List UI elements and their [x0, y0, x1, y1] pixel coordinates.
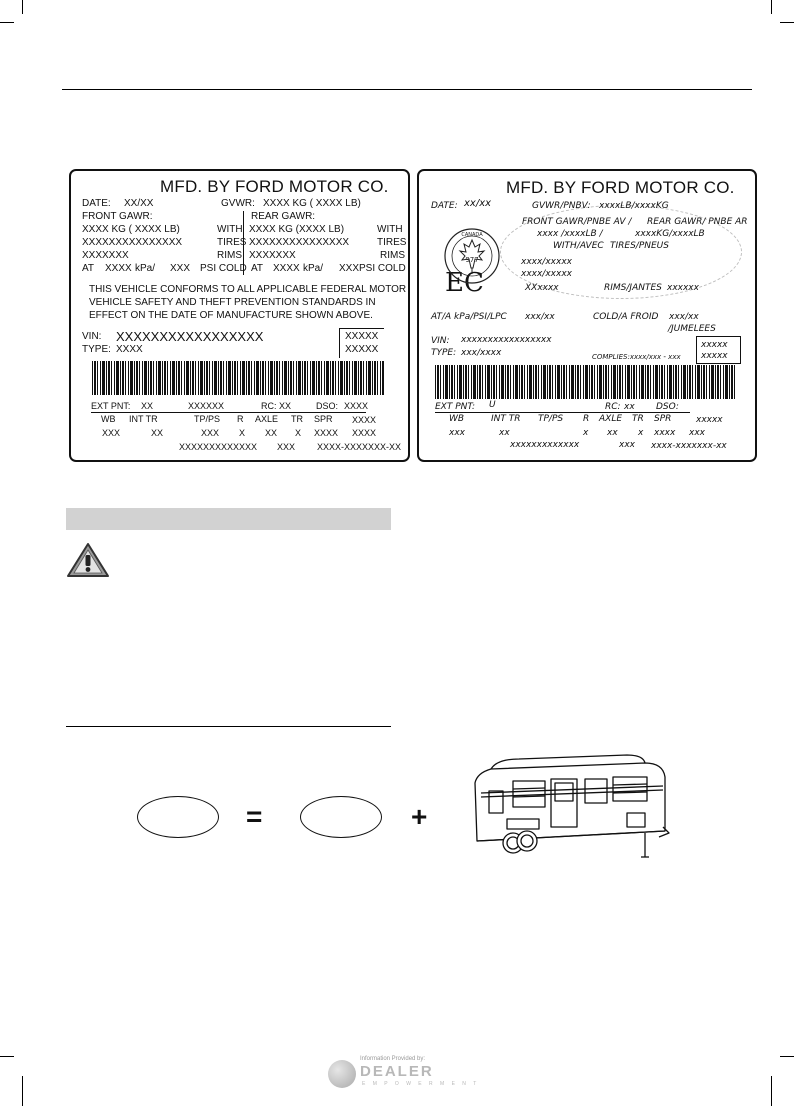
globe-icon: [328, 1060, 356, 1088]
code-box-1: XXXXX: [345, 331, 379, 342]
ext-pnt-value: U: [489, 400, 496, 410]
type-value: xxx/xxxx: [461, 348, 502, 358]
val-wb: xxx: [449, 428, 465, 438]
val-tr: x: [638, 428, 644, 438]
section-divider: [66, 726, 391, 727]
col-r: R: [237, 414, 244, 424]
front-psi-unit: PSI COLD: [200, 263, 247, 274]
bottom-code-3: xxxx-xxxxxxx-xx: [651, 441, 727, 451]
front-rim-code: XXXXXXX: [82, 250, 129, 261]
val-tp-ps: XXX: [201, 428, 220, 438]
val-r: x: [583, 428, 589, 438]
vin-value: xxxxxxxxxxxxxxxxx: [461, 335, 552, 345]
rear-gawr-label: REAR GAWR/ PNBE AR: [647, 217, 748, 227]
col-spr: SPR: [654, 414, 672, 424]
val-r: X: [239, 428, 246, 438]
crop-mark: [771, 1076, 772, 1106]
rear-rims: RIMS: [380, 250, 405, 261]
crop-mark: [0, 22, 14, 23]
rear-kpa-unit: kPa/: [303, 263, 324, 274]
ec-mark: EC: [445, 268, 484, 298]
rear-tire-code: XXXXXXXXXXXXXXX: [249, 237, 350, 248]
tire-size-2: xxxx/xxxxx: [521, 269, 572, 279]
val-spr: XXXX: [314, 428, 339, 438]
barcode: [435, 365, 735, 399]
label-title: MFD. BY FORD MOTOR CO.: [160, 177, 389, 196]
type-value: XXXX: [116, 344, 143, 355]
dealer-empowerment-watermark: [326, 1056, 480, 1096]
conformity-line-2: VEHICLE SAFETY AND THEFT PREVENTION STANDARDS IN: [89, 297, 376, 308]
col-int-tr: INT TR: [129, 414, 158, 424]
col-spr: SPR: [314, 414, 333, 424]
vin-value: XXXXXXXXXXXXXXXXX: [116, 329, 264, 344]
code-box-2: XXXXX: [345, 344, 379, 355]
crop-mark: [22, 0, 23, 14]
crop-mark: [771, 0, 772, 14]
crop-mark: [0, 1056, 14, 1057]
val-spr: xxxx: [654, 428, 676, 438]
with-avec: WITH/AVEC: [553, 241, 604, 251]
front-kpa: XXXX: [105, 263, 132, 274]
ext-pnt-value: XX: [141, 401, 154, 411]
val-int-tr: xx: [499, 428, 510, 438]
gvwr-value: XXXX KG ( XXXX LB): [263, 198, 361, 209]
date-value: xx/xx: [464, 198, 492, 209]
rc-label: RC:: [261, 401, 277, 411]
col-r: R: [583, 414, 590, 424]
code-box-line: [339, 328, 340, 358]
weight-oval-right: [300, 796, 382, 838]
jumelees: /JUMELEES: [668, 324, 716, 334]
conformity-line-1: THIS VEHICLE CONFORMS TO ALL APPLICABLE FEDERAL MOTOR: [89, 284, 407, 295]
warning-triangle-icon: [66, 542, 110, 578]
label-title: MFD. BY FORD MOTOR CO.: [506, 178, 735, 197]
ext-pnt-label: EXT PNT:: [91, 401, 131, 411]
front-gawr-label: FRONT GAWR/PNBE AV /: [522, 217, 632, 227]
watermark-provided-text: Information Provided by:: [360, 1056, 426, 1062]
col-tp-ps: TP/PS: [538, 414, 564, 424]
seal-number: 977: [465, 256, 479, 264]
ext-pnt-label: EXT PNT:: [435, 402, 476, 412]
col-wb: WB: [449, 414, 465, 424]
col-extra: xxxxx: [696, 415, 723, 425]
date-label: DATE:: [431, 201, 458, 211]
val-axle: xx: [607, 428, 618, 438]
pressure-value: xxx/xx: [525, 312, 555, 322]
val-extra: xxx: [689, 428, 705, 438]
front-rims: RIMS: [217, 250, 242, 261]
code-box-2: xxxxx: [701, 351, 728, 361]
rear-at: AT: [251, 263, 264, 274]
dso-label: DSO:: [656, 402, 679, 412]
seal-top-text: CANADA: [461, 232, 483, 238]
canada-compliance-seal-icon: [433, 222, 511, 290]
rear-tires: TIRES: [377, 237, 407, 248]
bottom-code-1: xxxxxxxxxxxxx: [510, 440, 580, 450]
col-extra: XXXX: [352, 415, 377, 425]
crop-mark: [780, 1056, 794, 1057]
rear-kpa: XXXX: [273, 263, 300, 274]
pressure-label: AT/A kPa/PSI/LPC: [431, 312, 507, 322]
col-axle: AXLE: [599, 414, 623, 424]
tire-size-1: xxxx/xxxxx: [521, 257, 572, 267]
rc-value: xx: [624, 402, 635, 412]
rims-value: xxxxxx: [667, 283, 699, 293]
val-wb: XXX: [102, 428, 121, 438]
rear-gawr-value: XXXX KG (XXXX LB): [249, 224, 345, 235]
ext-code: XXXXXX: [188, 401, 225, 411]
weight-oval-left: [137, 796, 219, 838]
front-psi: XXX: [170, 263, 191, 274]
header-rule: [62, 89, 752, 90]
rear-gawr-label: REAR GAWR:: [251, 211, 316, 222]
bottom-code-2: xxx: [619, 440, 635, 450]
dso-value: XXXX: [344, 401, 369, 411]
front-kpa-unit: kPa/: [135, 263, 156, 274]
equals-sign: =: [246, 801, 263, 832]
canada-certification-label: [417, 169, 757, 462]
crop-mark: [22, 1076, 23, 1106]
col-wb: WB: [101, 414, 116, 424]
rear-rim-code: XXXXXXX: [249, 250, 296, 261]
vin-label: VIN:: [82, 331, 102, 342]
rims-jantes: RIMS/JANTES: [604, 283, 662, 293]
front-with: WITH: [217, 224, 243, 235]
cold-value: xxx/xx: [669, 312, 699, 322]
code-box-line: [340, 328, 384, 329]
val-int-tr: XX: [151, 428, 164, 438]
vin-label: VIN:: [431, 336, 450, 346]
front-at: AT: [82, 263, 95, 274]
dso-label: DSO:: [316, 401, 339, 411]
plus-sign: +: [411, 801, 428, 832]
rc-label: RC:: [605, 402, 621, 412]
col-tr: TR: [291, 414, 303, 424]
val-extra: XXXX: [352, 428, 377, 438]
barcode: [92, 361, 384, 395]
gvwr-value: xxxxLB/xxxxKG: [599, 201, 669, 211]
cold-label: COLD/A FROID: [593, 312, 659, 322]
val-tr: X: [295, 428, 302, 438]
front-gawr-label: FRONT GAWR:: [82, 211, 153, 222]
code-box-1: xxxxx: [701, 340, 728, 350]
col-int-tr: INT TR: [491, 414, 521, 424]
col-tp-ps: TP/PS: [194, 414, 221, 424]
conformity-line-3: EFFECT ON THE DATE OF MANUFACTURE SHOWN ABOVE.: [89, 310, 373, 321]
gvwr-label: GVWR/PNBV:: [532, 201, 591, 211]
rc-value: XX: [279, 401, 292, 411]
front-gawr-value: xxxx /xxxxLB /: [537, 229, 603, 239]
bottom-code-2: XXX: [277, 442, 296, 452]
type-label: TYPE:: [82, 344, 111, 355]
rear-gawr-value: xxxxKG/xxxxLB: [635, 229, 705, 239]
front-gawr-value: XXXX KG ( XXXX LB): [82, 224, 180, 235]
section-heading-bar: [66, 508, 391, 530]
rear-with: WITH: [377, 224, 403, 235]
front-tires: TIRES: [217, 237, 247, 248]
date-value: XX/XX: [124, 198, 154, 209]
rear-psi-unit: PSI COLD: [359, 263, 406, 274]
rear-psi: XXX: [339, 263, 360, 274]
crop-mark: [780, 22, 794, 23]
bottom-code-3: XXXX-XXXXXXX-XX: [317, 442, 402, 452]
col-axle: AXLE: [255, 414, 279, 424]
gvwr-label: GVWR:: [221, 198, 255, 209]
travel-trailer-illustration: [467, 753, 671, 867]
type-label: TYPE:: [431, 348, 457, 358]
val-axle: XX: [265, 428, 278, 438]
us-certification-label: [69, 169, 410, 462]
col-tr: TR: [632, 414, 644, 424]
watermark-tagline: E M P O W E R M E N T: [362, 1081, 480, 1087]
tires-pneus: TIRES/PNEUS: [610, 241, 669, 251]
complies-text: COMPLIES:xxxx/xxx - xxx: [592, 353, 681, 361]
date-label: DATE:: [82, 198, 111, 209]
front-tire-code: XXXXXXXXXXXXXXX: [82, 237, 183, 248]
bottom-code-1: XXXXXXXXXXXXX: [179, 442, 258, 452]
tire-size-3: XXxxxx: [525, 283, 559, 293]
watermark-brand: DEALER: [360, 1063, 434, 1080]
